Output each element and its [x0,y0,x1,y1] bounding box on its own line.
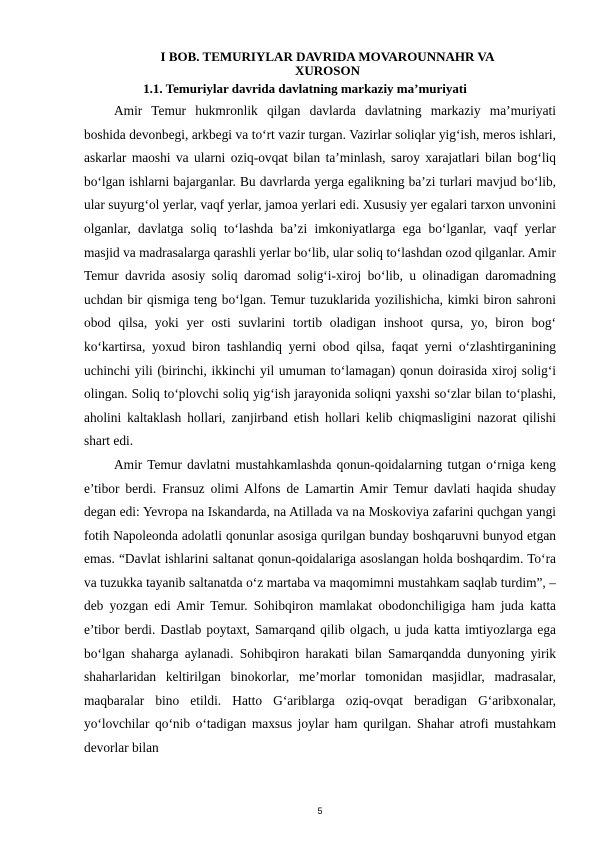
chapter-title: I BOB. TEMURIYLAR DAVRIDA MOVAROUNNAHR VA XUROSON [160,49,495,78]
section-title: 1.1. Temuriylar davrida davlatning markaziy ma’muriyati [143,81,467,96]
body-text [84,99,556,760]
page-number: 5 [317,806,323,816]
paragraph: Amir Temur hukmronlik qilgan davlarda davlatning markaziy ma’muriyati boshida devonbegi, arkbegi va to‘rt vazir turgan. Vazirlar soliqlar yig‘ish, meros ishlari, askarlar maoshi va ularni oziq-ovqat bilan ta’minlash, saroy xarajatlari bilan bog‘liq bo‘lgan ishlarni bajarganlar. Bu davrlarda yerga egalikning ba’zi turlari mavjud bo‘lib, ular suyurg‘ol yerlar, vaqf yerlar, jamoa yerlari edi. Xususiy yer egalari tarxon unvonini olganlar, davlatga soliq to‘lashda ba’zi imkoniyatlarga ega bo‘lganlar, vaqf yerlar masjid va madrasalarga qarashli yerlar bo‘lib, ular soliq to‘lashdan ozod qilganlar. Amir Temur davrida asosiy soliq daromad solig‘i-xiroj bo‘lib, u olinadigan daromadning uchdan bir qismiga teng bo‘lgan. Temur tuzuklarida yozilishicha, kimki biron sahroni obod qilsa, yoki yer osti suvlarini tortib oladigan inshoot qursa, yo, biron bog‘ ko‘kartirsa, yoxud biron tashlandiq yerni obod qilsa, faqat yerni o‘zlashtirganining uchinchi yili (birinchi, ikkinchi yil umuman to‘lamagan) qonun doirasida xiroj solig‘i olingan. Soliq to‘plovchi soliq yig‘ish jarayonida soliqni yaxshi so‘zlar bilan to‘plashi, aholini kaltaklash hollari, zanjirband etish hollari kelib chiqmasligini nazorat qilishi shart edi. [84,103,556,449]
paragraph: Amir Temur davlatni mustahkamlashda qonun-qoidalarning tutgan o‘rniga keng e’tibor berdi. Fransuz olimi Alfons de Lamartin Amir Temur davlati haqida shuday degan edi: Yevropa na Iskandarda, na Atillada va na Moskoviya zafarini quchgan yangi fotih Napoleonda adolatli qonunlar asosiga qurilgan bunday boshqaruvni bunyod etgan emas. “Davlat ishlarini saltanat qonun-qoidalariga asoslangan holda boshqardim. To‘ra va tuzukka tayanib saltanatda o‘z martaba va maqomimni mustahkam saqlab turdim”, – deb yozgan edi Amir Temur. Sohibqiron mamlakat obodonchiligiga ham juda katta e’tibor berdi. Dastlab poytaxt, Samarqand qilib olgach, u juda katta imtiyozlarga ega bo‘lgan shaharga aylanadi. Sohibqiron harakati bilan Samarqandda dunyoning yirik shaharlaridan keltirilgan binokorlar, me’morlar tomonidan masjidlar, madrasalar, maqbaralar bino etildi. Hatto G‘ariblarga oziq-ovqat beradigan G‘aribxonalar, yo‘lovchilar qo‘nib o‘tadigan maxsus joylar ham qurilgan. Shahar atrofi mustahkam devorlar bilan [84,456,556,756]
